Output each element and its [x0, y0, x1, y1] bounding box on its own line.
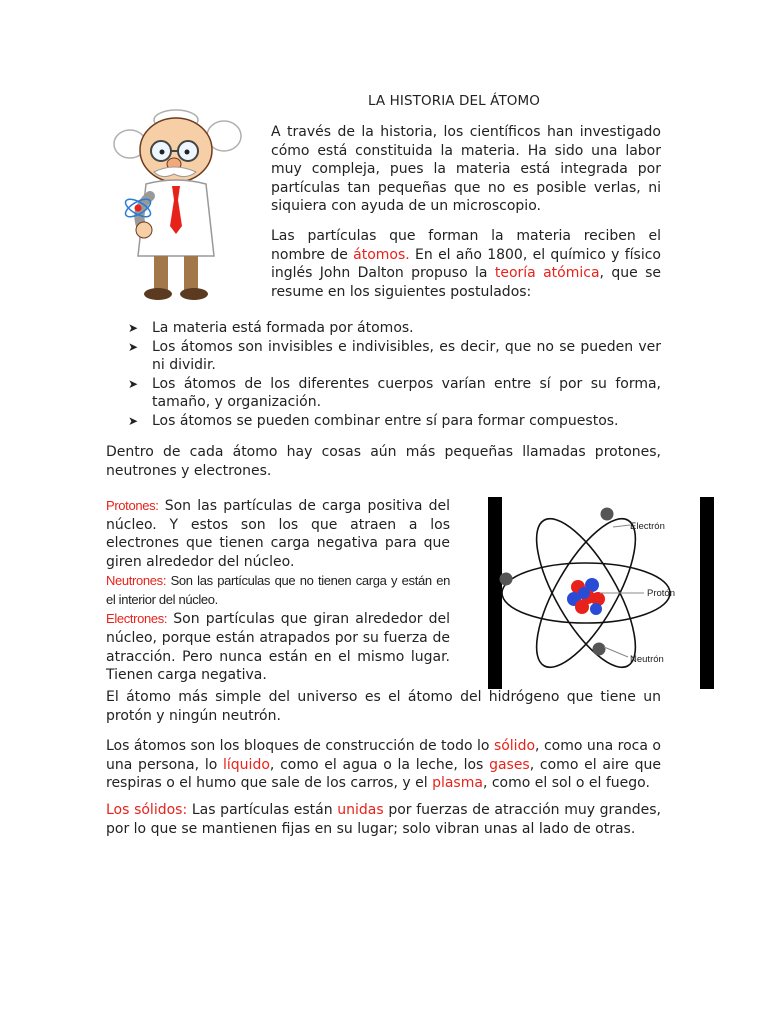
- postulates-list: [128, 319, 661, 431]
- intro-paragraph-2: [271, 227, 661, 301]
- electrones-paragraph: [106, 609, 450, 684]
- states-text-d: , como el aire que respiras o el humo que sale de los carros, y el: [106, 756, 662, 792]
- states-of-matter-paragraph: [106, 737, 661, 793]
- solids-text-b: por fuerzas de atracción muy grandes, por lo que se mantienen fijas en su lugar; solo vibran unas al lado de otras.: [106, 802, 662, 837]
- postulate-text: La materia está formada por átomos.: [152, 320, 414, 336]
- intro-text-b: En el año 1800, el químico y físico inglés John Dalton propuso la: [271, 246, 661, 282]
- page-title: LA HISTORIA DEL ÁTOMO: [368, 93, 540, 109]
- neutrones-text: Son las partículas que no tienen carga y están en el interior del núcleo.: [106, 573, 450, 608]
- postulate-text: Los átomos se pueden combinar entre sí para formar compuestos.: [152, 412, 619, 429]
- intro-paragraph-1: A través de la historia, los científicos han investigado cómo está constituida la materia. Ha sido una labor muy compleja, pues la materia está integrada por partículas tan pequeñas que no es posible verlas, ni siquiera con ayuda de un microscopio.: [271, 124, 661, 215]
- list-item: [128, 412, 661, 431]
- neutron-label: Neutrón: [630, 654, 664, 665]
- electrones-text: Son partículas que giran alrededor del núcleo, porque están atrapados por su fuerza de atracción. Pero nunca están en el mismo lugar. Tienen carga negativa.: [106, 611, 450, 684]
- atomos-term: átomos.: [353, 246, 410, 263]
- electron-label: Electrón: [630, 521, 665, 532]
- states-text-b: , como una roca o una persona, lo: [106, 738, 661, 773]
- neutrones-label: Neutrones:: [106, 573, 167, 589]
- solido-term: sólido: [493, 738, 536, 754]
- list-item: [128, 319, 661, 338]
- arrowhead-bullet-icon: ➤: [128, 339, 139, 354]
- intro-section: [271, 123, 661, 301]
- protones-paragraph: [106, 496, 450, 571]
- list-item: [128, 375, 661, 412]
- proton-label: Protón: [647, 588, 675, 599]
- solids-text-a: Las partículas están: [187, 802, 338, 818]
- gases-term: gases: [489, 756, 530, 773]
- intro-text-c: , que se resume en los siguientes postulados:: [271, 265, 661, 300]
- protones-text: Son las partículas de carga positiva del núcleo. Y estos son los que atraen a los electrones que tienen carga negativa para que giren alrededor del núcleo.: [106, 498, 450, 570]
- teoria-atomica-term: teoría atómica: [494, 265, 600, 282]
- inside-atom-paragraph: Dentro de cada átomo hay cosas aún más pequeñas llamadas protones, neutrones y electrones.: [106, 444, 661, 479]
- postulate-text: Los átomos son invisibles e indivisibles, es decir, que no se pueden ver ni dividir.: [152, 338, 661, 374]
- particles-section: [106, 496, 450, 685]
- states-text-a: Los átomos son los bloques de construcción de todo lo: [106, 738, 494, 754]
- arrowhead-bullet-icon: ➤: [128, 376, 139, 391]
- postulate-text: Los átomos de los diferentes cuerpos varían entre sí por su forma, tamaño, y organización.: [152, 375, 661, 411]
- protones-label: Protones:: [106, 498, 159, 513]
- atom-diagram: [488, 497, 714, 689]
- plasma-term: plasma: [432, 775, 483, 792]
- liquido-term: líquido: [223, 756, 270, 773]
- unidas-term: unidas: [337, 802, 384, 818]
- hydrogen-paragraph: El átomo más simple del universo es el átomo del hidrógeno que tiene un protón y ningún neutrón.: [106, 689, 661, 724]
- arrowhead-bullet-icon: ➤: [128, 413, 139, 428]
- states-text-c: , como el agua o la leche, los: [269, 756, 490, 773]
- electrones-label: Electrones:: [106, 611, 168, 627]
- solids-paragraph: [106, 801, 661, 838]
- scientist-illustration: [106, 106, 264, 304]
- states-text-e: , como el sol o el fuego.: [482, 775, 650, 792]
- solidos-label: Los sólidos:: [106, 802, 188, 818]
- list-item: [128, 338, 661, 375]
- intro-text-a: Las partículas que forman la materia reciben el nombre de: [271, 227, 661, 263]
- arrowhead-bullet-icon: ➤: [128, 321, 139, 335]
- neutrones-paragraph: [106, 571, 450, 609]
